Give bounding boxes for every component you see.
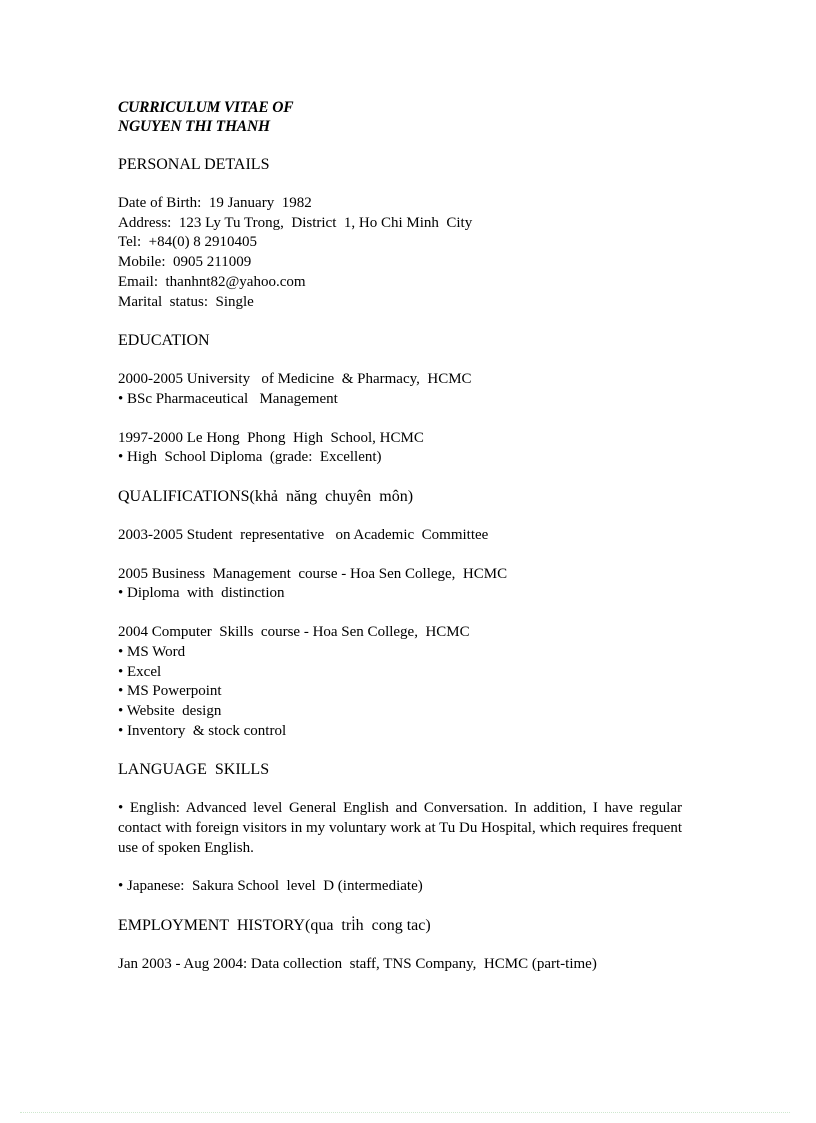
qualification-entry-bullet: • Excel — [118, 663, 162, 680]
spacer — [118, 312, 682, 331]
document-content — [118, 98, 682, 975]
qualification-entry-bullet: • MS Powerpoint — [118, 683, 222, 700]
education-entry-title: 1997-2000 Le Hong Phong High School, HCMC — [118, 429, 424, 446]
document-title-line-1: CURRICULUM VITAE OF — [118, 99, 294, 116]
section-heading-language-skills: LANGUAGE SKILLS — [118, 761, 270, 779]
education-entry-bullet: • High School Diploma (grade: Excellent) — [118, 449, 382, 466]
language-skill-japanese: • Japanese: Sakura School level D (intermediate) — [118, 878, 423, 895]
document-title — [118, 98, 682, 136]
qualification-entry-bullet: • Inventory & stock control — [118, 722, 287, 739]
section-heading-personal-details: PERSONAL DETAILS — [118, 156, 270, 173]
personal-details-list — [118, 194, 682, 312]
personal-detail-address: Address: 123 Ly Tu Trong, District 1, Ho Chi Minh City — [118, 214, 473, 231]
personal-detail-mobile: Mobile: 0905 211009 — [118, 254, 252, 271]
section-heading-employment-history: EMPLOYMENT HISTORY(qua tri̇h cong tac) — [118, 917, 431, 935]
spacer — [118, 936, 682, 955]
education-entry-bullet: • BSc Pharmaceutical Management — [118, 390, 338, 407]
document-title-line-2: NGUYEN THI THANH — [118, 118, 270, 135]
qualification-entry-title: 2004 Computer Skills course - Hoa Sen College, HCMC — [118, 624, 470, 641]
education-entry-high-school — [118, 429, 682, 468]
spacer — [118, 858, 682, 877]
language-skill-english: • English: Advanced level General English and Conversation. In addition, I have regular contact with foreign visitors in my voluntary work at Tu Du Hospital, which requires frequent use of spoken English. — [118, 800, 682, 856]
qualification-entry-bullet: • Website design — [118, 702, 222, 719]
personal-detail-date-of-birth: Date of Birth: 19 January 1982 — [118, 195, 312, 211]
education-entry-title: 2000-2005 University of Medicine & Pharmacy, HCMC — [118, 371, 472, 388]
spacer — [118, 136, 682, 155]
education-entry-university — [118, 370, 682, 409]
qualification-entry-bullet: • MS Word — [118, 643, 186, 660]
spacer — [118, 507, 682, 526]
qualification-entry-title: 2003-2005 Student representative on Academic Committee — [118, 527, 489, 544]
qualification-entry-title: 2005 Business Management course - Hoa Sen College, HCMC — [118, 565, 508, 582]
spacer — [118, 546, 682, 565]
spacer — [118, 175, 682, 194]
spacer — [118, 410, 682, 429]
spacer — [118, 741, 682, 760]
qualification-entry-computer-skills — [118, 623, 682, 741]
spacer — [118, 468, 682, 487]
personal-detail-tel: Tel: +84(0) 8 2910405 — [118, 234, 258, 251]
spacer — [118, 780, 682, 799]
spacer — [118, 897, 682, 916]
personal-detail-email: Email: thanhnt82@yahoo.com — [118, 273, 306, 290]
employment-entry-tns-company: Jan 2003 - Aug 2004: Data collection staff, TNS Company, HCMC (part-time) — [118, 956, 597, 973]
qualification-entry-bullet: • Diploma with distinction — [118, 585, 285, 602]
spacer — [118, 351, 682, 370]
section-heading-education: EDUCATION — [118, 332, 210, 350]
section-heading-qualifications: QUALIFICATIONS(khả năng chuyên môn) — [118, 488, 414, 506]
page-bottom-dotted-rule — [20, 1112, 790, 1114]
spacer — [118, 604, 682, 623]
qualification-entry-student-representative — [118, 526, 682, 546]
qualification-entry-business-management — [118, 565, 682, 604]
personal-detail-marital-status: Marital status: Single — [118, 293, 254, 310]
